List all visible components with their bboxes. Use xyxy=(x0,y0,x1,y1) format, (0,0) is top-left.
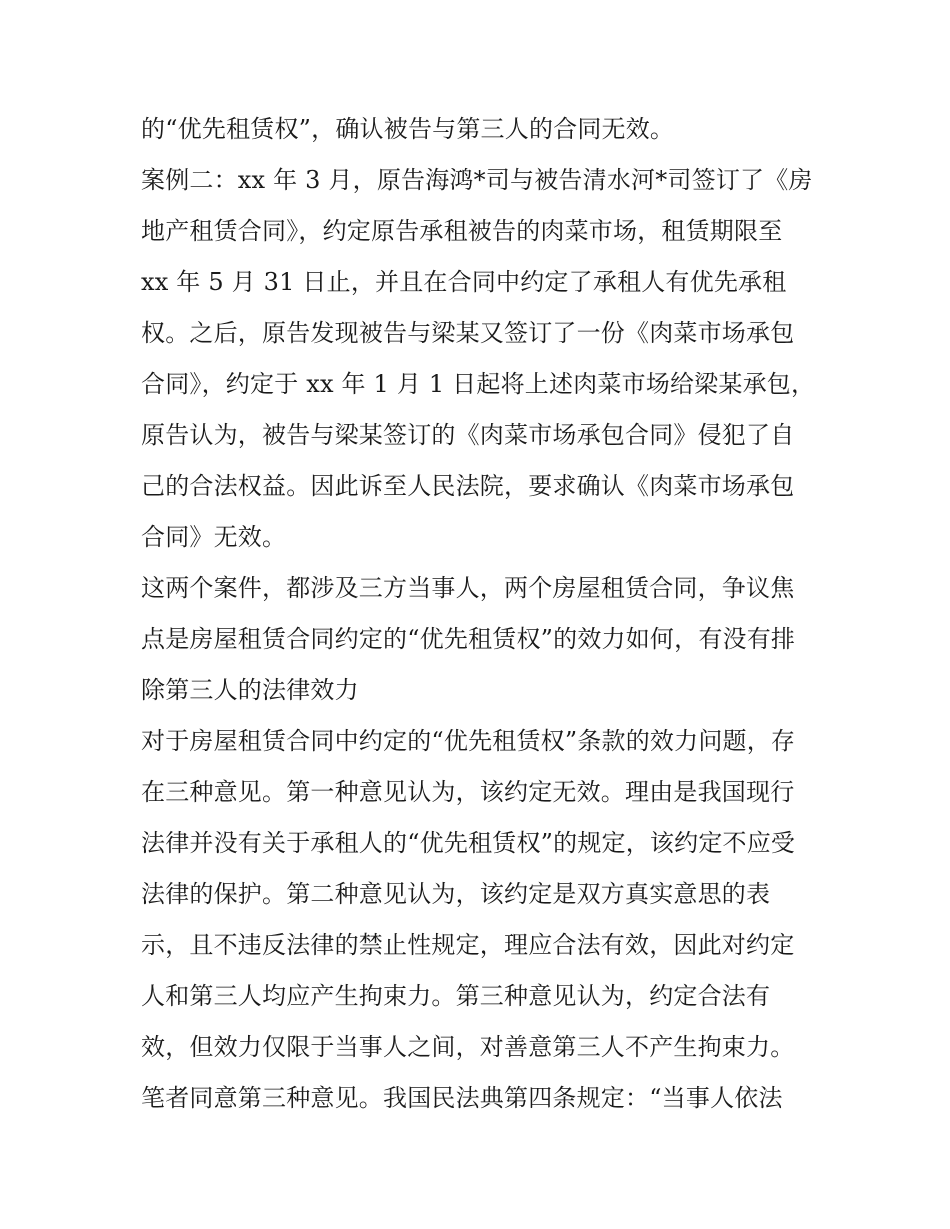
text-line: 合同》，约定于 xx 年 1 月 1 日起将上述肉菜市场给梁某承包， xyxy=(141,370,816,398)
text-line: 在三种意见。第一种意见认为，该约定无效。理由是我国现行 xyxy=(141,778,795,806)
text-line: 示，且不违反法律的禁止性规定，理应合法有效，因此对约定 xyxy=(141,931,795,959)
text-line: 地产租赁合同》，约定原告承租被告的肉菜市场，租赁期限至 xyxy=(141,217,783,245)
text-line: 权。之后，原告发现被告与梁某又签订了一份《肉菜市场承包 xyxy=(141,319,795,347)
text-line: 原告认为，被告与梁某签订的《肉菜市场承包合同》侵犯了自 xyxy=(141,421,795,449)
text-line: 笔者同意第三种意见。我国民法典第四条规定：“当事人依法 xyxy=(141,1084,783,1112)
text-line: 效，但效力仅限于当事人之间，对善意第三人不产生拘束力。 xyxy=(141,1033,795,1061)
text-line: 这两个案件，都涉及三方当事人，两个房屋租赁合同，争议焦 xyxy=(141,574,795,602)
text-line: 合同》无效。 xyxy=(141,523,287,551)
text-line: 的“优先租赁权”，确认被告与第三人的合同无效。 xyxy=(141,115,675,143)
text-line: 对于房屋租赁合同中约定的“优先租赁权”条款的效力问题，存 xyxy=(141,727,796,755)
text-line: 法律并没有关于承租人的“优先租赁权”的规定，该约定不应受 xyxy=(141,829,796,857)
text-line: 法律的保护。第二种意见认为，该约定是双方真实意思的表 xyxy=(141,880,771,908)
text-line: 除第三人的法律效力 xyxy=(141,676,359,704)
text-line: xx 年 5 月 31 日止，并且在合同中约定了承租人有优先承租 xyxy=(141,268,787,296)
text-line: 案例二：xx 年 3 月，原告海鸿*司与被告清水河*司签订了《房 xyxy=(141,166,813,194)
text-line: 点是房屋租赁合同约定的“优先租赁权”的效力如何，有没有排 xyxy=(141,625,796,653)
text-line: 人和第三人均应产生拘束力。第三种意见认为，约定合法有 xyxy=(141,982,771,1010)
document-body xyxy=(141,104,821,1124)
text-line: 己的合法权益。因此诉至人民法院，要求确认《肉菜市场承包 xyxy=(141,472,795,500)
